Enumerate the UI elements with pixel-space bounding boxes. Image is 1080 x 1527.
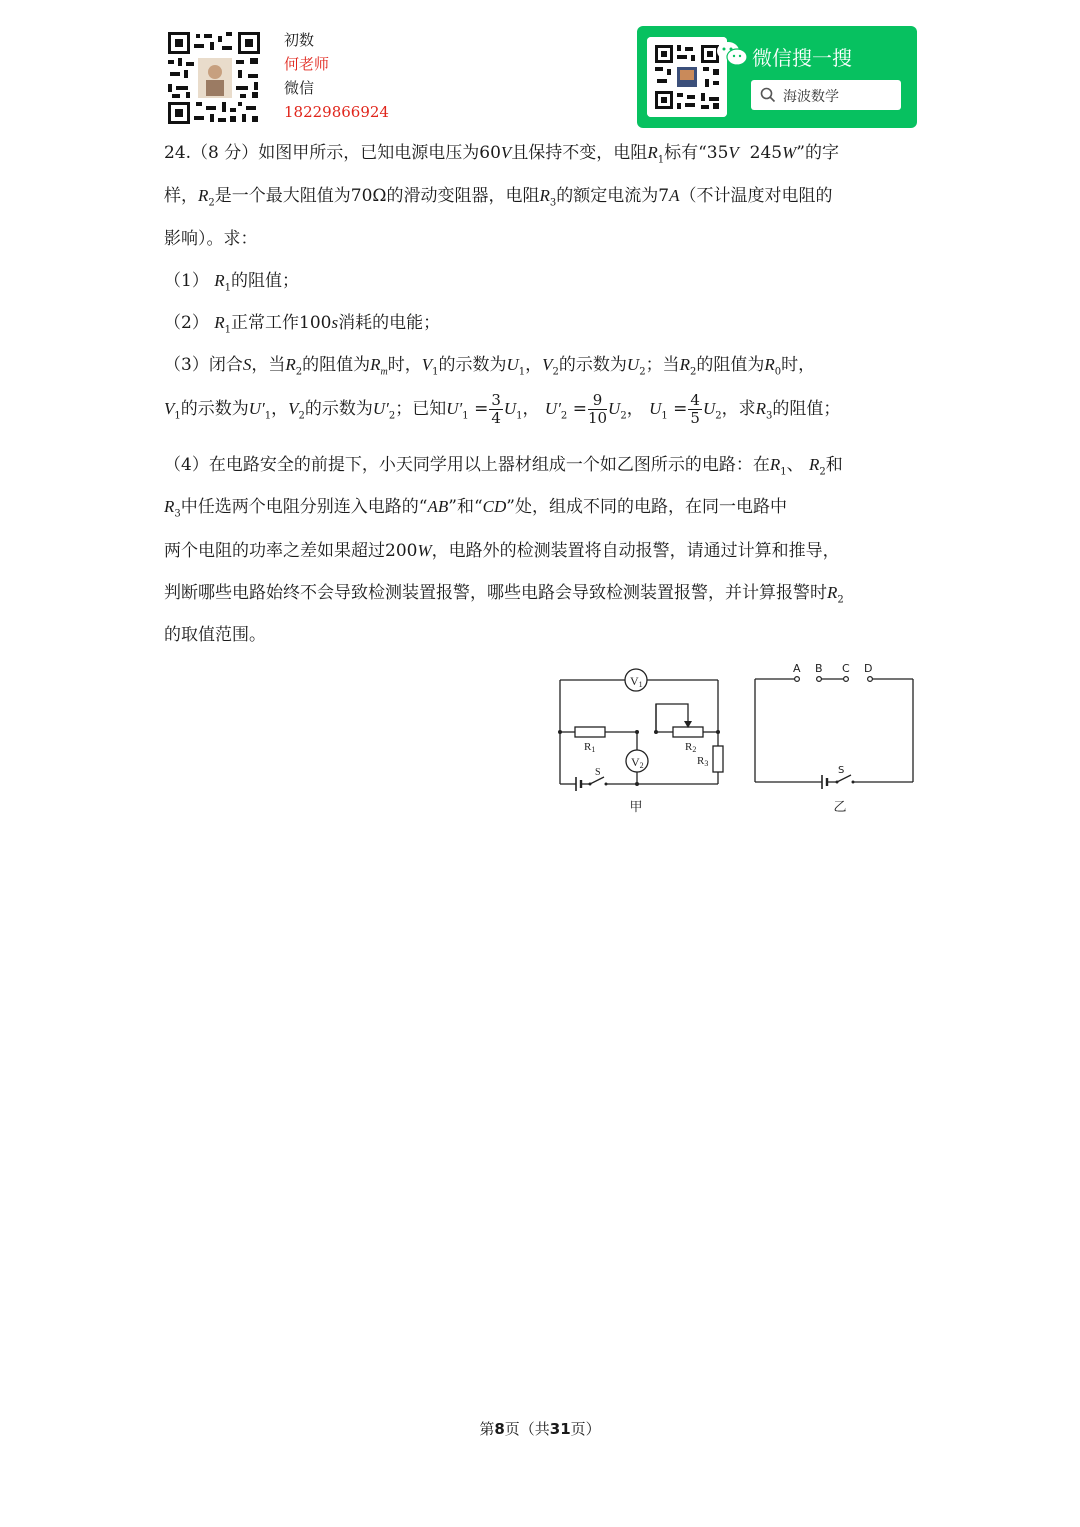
question-4-line-3: 两个电阻的功率之差如果超过200W，电路外的检测装置将自动报警，请通过计算和推导， [164, 541, 840, 561]
question-3-line-2: $V_1$的示数为$U'_1$，$V_2$的示数为$U'_2$；已知$U'_1$ = $\frac{3}{4}$ $U_1$， $U'_2$ = $\frac{9}{10}$ $U_2$， $U_1$ = $\frac{4}{5}$ $U_2$，求$R_3$的阻值； [164, 391, 841, 427]
switch-label-yi: S [838, 765, 845, 776]
wechat-search-box[interactable] [751, 80, 901, 110]
resistor-r2 [673, 727, 703, 737]
question-4-line-4: 判断哪些电路始终不会导致检测装置报警，哪些电路会导致检测装置报警，并计算报警时$R_2$ [164, 583, 844, 606]
fraction-3-4: $\frac{3}{4}$ [491, 391, 501, 427]
contact-line-1: 初数 [284, 31, 315, 49]
fraction-4-5: $\frac{4}{5}$ [690, 391, 700, 427]
question-4-line-5: 的取值范围。 [164, 625, 266, 645]
search-icon [760, 87, 776, 103]
qr-code-right [647, 37, 727, 117]
question-2: （2） $R_1$正常工作100s消耗的电能； [164, 313, 441, 336]
fraction-9-10: $\frac{9}{10}$ [587, 391, 608, 427]
wechat-brand-text: 微信搜一搜 [752, 46, 852, 70]
circuit-diagram-jia [552, 660, 732, 820]
qr-code-left [166, 30, 262, 126]
v2-label: V2 [631, 755, 644, 770]
problem-line-2: 样，$R_2$是一个最大阻值为70Ω的滑动变阻器，电阻$R_3$的额定电流为7A（不计温度对电阻的 [164, 186, 833, 209]
question-4-line-1: （4）在电路安全的前提下，小天同学用以上器材组成一个如乙图所示的电路：在$R_1$、 $R_2$和 [164, 455, 843, 478]
resistor-r3 [713, 746, 723, 772]
terminal-d-label: D [864, 662, 873, 675]
question-4-line-2: $R_3$中任选两个电阻分别连入电路的“AB”和“CD”处，组成不同的电路，在同一电路中 [164, 497, 787, 520]
page-footer: 第8页（共31页） [479, 1420, 601, 1438]
v1-label: V1 [630, 674, 643, 689]
contact-info [284, 28, 389, 124]
contact-phone: 18229866924 [284, 103, 389, 121]
r3-label: R3 [697, 755, 709, 768]
wechat-search-card[interactable] [637, 26, 917, 128]
question-1: （1） $R_1$的阻值； [164, 271, 299, 294]
terminal-c [844, 677, 849, 682]
contact-teacher: 何老师 [284, 55, 330, 73]
circuit-diagram-yi [748, 660, 920, 820]
terminal-a-label: A [793, 662, 801, 675]
caption-yi: 乙 [833, 800, 847, 815]
question-3-line-1: （3）闭合S，当$R_2$的阻值为$R_m$时，$V_1$的示数为$U_1$，$V_2$的示数为$U_2$；当$R_2$的阻值为$R_0$时， [164, 355, 816, 378]
problem-line-3: 影响）。求： [164, 229, 258, 249]
wechat-logo-icon [716, 40, 748, 73]
page-number: 8 [494, 1420, 505, 1438]
page-total: 31 [549, 1420, 571, 1438]
wechat-brand [752, 42, 852, 71]
r2-label: R2 [685, 741, 697, 754]
caption-jia: 甲 [629, 800, 643, 815]
terminal-b-label: B [815, 662, 823, 675]
contact-line-3: 微信 [284, 79, 315, 97]
terminal-a [795, 677, 800, 682]
wechat-search-text: 海波数学 [783, 89, 839, 105]
resistor-r1 [575, 727, 605, 737]
terminal-b [817, 677, 822, 682]
terminal-c-label: C [842, 662, 850, 675]
terminal-d [868, 677, 873, 682]
switch-label-jia: S [595, 767, 601, 778]
r1-label: R1 [584, 741, 596, 754]
problem-line-1: 24.（8 分）如图甲所示，已知电源电压为60V且保持不变，电阻$R_1$标有“35V 245W”的字 [164, 143, 839, 166]
